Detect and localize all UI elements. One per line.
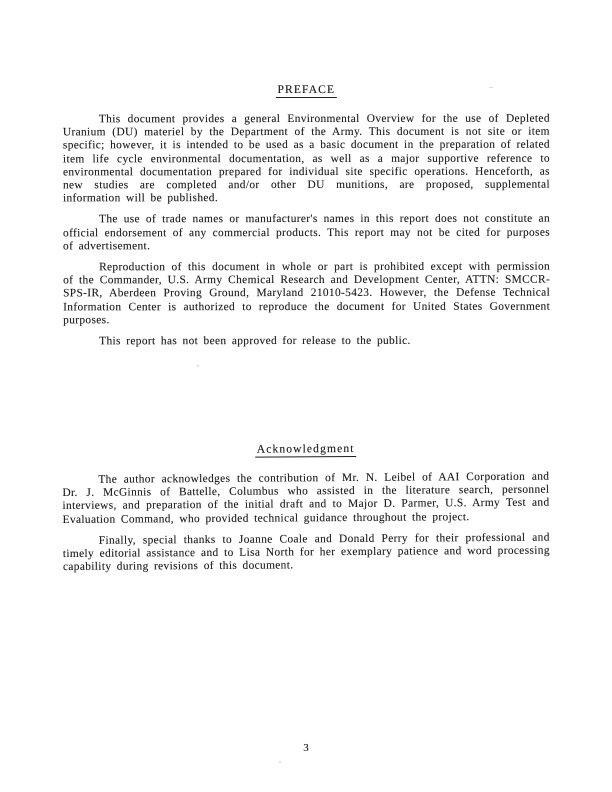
preface-section — [63, 80, 550, 349]
preface-paragraph-1: This document provides a general Environmental Overview for the use of Depleted Uranium (DU) materiel by the Department of the Army. This document is not site or item specific; however, it is intended to be used as a basic document in the preparation of related item life cycle environmental documentation, as well as a major supportive reference to environmental documentation prepared for individual site specific operations. Henceforth, as new studies are completed and/or other DU munitions, are proposed, supplemental information will be published. — [62, 112, 550, 205]
acknowledgment-paragraph-1: The author acknowledges the contribution of Mr. N. Leibel of AAI Corporation and Dr. J. McGinnis of Battelle, Columbus who assisted in the literature search, personnel interviews, and preparation of the initial draft and to Major D. Parmer, U.S. Army Test and Evaluation Command, who provided technical guidance throughout the project. — [62, 470, 550, 526]
page-number: 3 — [303, 742, 309, 754]
preface-paragraph-3: Reproduction of this document in whole or part is prohibited except with permission of the Commander, U.S. Army Chemical Research and Development Center, ATTN: SMCCR-SPS-IR, Aberdeen Proving Ground, Maryland 21010-5423. However, the Defense Technical Information Center is authorized to reproduce the document for United States Government purposes. — [63, 260, 551, 327]
page-body — [63, 80, 550, 575]
acknowledgment-heading-row — [62, 438, 549, 459]
acknowledgment-paragraph-2: Finally, special thanks to Joanne Coale and Donald Perry for their professional and timely editorial assistance and to Lisa North for her exemplary patience and word processing capability during revisions of this document. — [62, 531, 550, 574]
acknowledgment-heading: Acknowledgment — [255, 442, 357, 458]
preface-heading-row — [63, 80, 550, 99]
scan-speckle — [489, 87, 493, 88]
scan-speckle — [197, 365, 199, 367]
preface-paragraph-4: This report has not been approved for release to the public. — [99, 334, 411, 348]
scan-speckle — [279, 761, 281, 763]
preface-heading: PREFACE — [275, 83, 337, 98]
acknowledgment-section — [62, 438, 550, 575]
preface-paragraph-2: The use of trade names or manufacturer's names in this report does not constitute an official endorsement of any commercial products. This report may not be cited for purposes of advertisement. — [63, 213, 551, 253]
